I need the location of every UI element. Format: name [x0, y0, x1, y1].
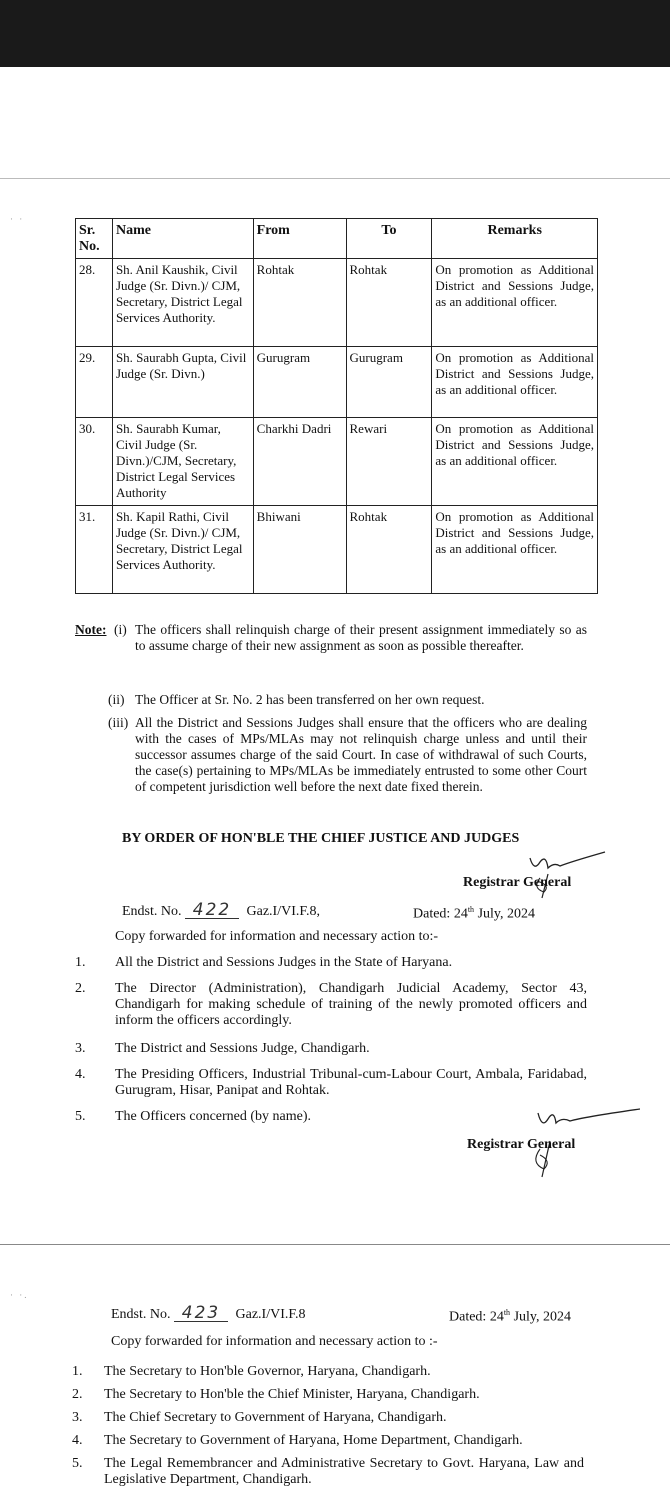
- table-row: [76, 347, 598, 418]
- list-item: The District and Sessions Judge, Chandigarh.: [115, 1041, 370, 1056]
- list-item: The Presiding Officers, Industrial Tribunal-cum-Labour Court, Ambala, Faridabad, Gurugram, Hisar, Panipat and Rohtak.: [115, 1067, 587, 1098]
- row-name: Sh. Anil Kaushik, Civil Judge (Sr. Divn.)/ CJM, Secretary, District Legal Services Authority.: [112, 259, 253, 347]
- header-from: From: [253, 219, 346, 259]
- list-item: The Legal Remembrancer and Administrative Secretary to Govt. Haryana, Law and Legislative Department, Chandigarh.: [104, 1456, 584, 1487]
- header-to: To: [346, 219, 432, 259]
- list-item: The Secretary to Hon'ble Governor, Haryana, Chandigarh.: [104, 1364, 431, 1379]
- row-to: Rewari: [346, 418, 432, 506]
- registrar-general-title-2: Registrar General: [467, 1137, 576, 1152]
- row-sr: 31.: [76, 506, 113, 594]
- row-from: Bhiwani: [253, 506, 346, 594]
- row-from: Charkhi Dadri: [253, 418, 346, 506]
- row-sr: 29.: [76, 347, 113, 418]
- row-remarks: On promotion as Additional District and Sessions Judge, as an additional officer.: [432, 347, 598, 418]
- endst-1-copy-line: Copy forwarded for information and necessary action to:-: [115, 929, 439, 944]
- order-line: BY ORDER OF HON'BLE THE CHIEF JUSTICE AND JUDGES: [122, 831, 520, 846]
- list-item-num: 4.: [75, 1067, 86, 1082]
- list-item-num: 1.: [75, 955, 86, 970]
- table-header-row: [76, 219, 598, 259]
- list-item-num: 4.: [72, 1433, 83, 1448]
- list-item-num: 3.: [72, 1410, 83, 1425]
- endst-2-dated: Dated: 24th July, 2024: [449, 1308, 571, 1325]
- list-item: The Chief Secretary to Government of Haryana, Chandigarh.: [104, 1410, 447, 1425]
- endst-1-dated: Dated: 24th July, 2024: [413, 905, 535, 922]
- endst-2-number: 423: [174, 1305, 228, 1322]
- row-to: Rohtak: [346, 259, 432, 347]
- list-item-num: 1.: [72, 1364, 83, 1379]
- list-item-num: 2.: [75, 981, 86, 996]
- page-divider-top: [0, 178, 670, 179]
- scan-specks: · ·.: [10, 1290, 29, 1300]
- endst-1-number: 422: [185, 902, 239, 919]
- list-item-num: 3.: [75, 1041, 86, 1056]
- note-label: Note:: [75, 622, 107, 637]
- row-name: Sh. Saurabh Kumar, Civil Judge (Sr. Divn.)/CJM, Secretary, District Legal Services Authority: [112, 418, 253, 506]
- top-scan-border: [0, 0, 670, 67]
- table-row: [76, 418, 598, 506]
- row-sr: 30.: [76, 418, 113, 506]
- row-name: Sh. Saurabh Gupta, Civil Judge (Sr. Divn.): [112, 347, 253, 418]
- list-item: The Director (Administration), Chandigarh Judicial Academy, Sector 43, Chandigarh for making schedule of training of the newly promoted officers and inform the officers accordingly.: [115, 981, 587, 1028]
- note-iii-text: All the District and Sessions Judges shall ensure that the officers who are dealing with the cases of MPs/MLAs may not relinquish charge unless and until their successor assumes charge of the said Court. In case of withdrawal of such Courts, the case(s) pertaining to MPs/MLAs be immediately entrusted to some other Court of competent jurisdiction well before the next date fixed therein.: [135, 715, 587, 794]
- row-remarks: On promotion as Additional District and Sessions Judge, as an additional officer.: [432, 506, 598, 594]
- note-i-num: (i): [114, 622, 127, 637]
- table-row: [76, 506, 598, 594]
- note-ii-num: (ii): [108, 692, 125, 707]
- endst-2-line: Endst. No. 423 Gaz.I/VI.F.8: [111, 1303, 306, 1323]
- list-item-num: 5.: [75, 1109, 86, 1124]
- scan-specks: · ·: [10, 214, 25, 224]
- row-sr: 28.: [76, 259, 113, 347]
- row-to: Gurugram: [346, 347, 432, 418]
- row-remarks: On promotion as Additional District and Sessions Judge, as an additional officer.: [432, 259, 598, 347]
- endst-1-line: Endst. No. 422 Gaz.I/VI.F.8,: [122, 900, 321, 920]
- row-to: Rohtak: [346, 506, 432, 594]
- row-from: Rohtak: [253, 259, 346, 347]
- header-sr-no: Sr. No.: [76, 219, 113, 259]
- list-item: The Secretary to Hon'ble the Chief Minister, Haryana, Chandigarh.: [104, 1387, 480, 1402]
- note-ii-text: The Officer at Sr. No. 2 has been transferred on her own request.: [135, 692, 485, 707]
- header-remarks: Remarks: [432, 219, 598, 259]
- registrar-general-title-1: Registrar General: [463, 875, 572, 890]
- list-item: The Officers concerned (by name).: [115, 1109, 312, 1124]
- row-from: Gurugram: [253, 347, 346, 418]
- note-i-text: The officers shall relinquish charge of their present assignment immediately so as to assume charge of their new assignment as soon as possible thereafter.: [135, 622, 587, 653]
- list-item: All the District and Sessions Judges in the State of Haryana.: [115, 955, 453, 970]
- table-row: [76, 259, 598, 347]
- endst-2-copy-line: Copy forwarded for information and necessary action to :-: [111, 1334, 438, 1349]
- list-item-num: 5.: [72, 1456, 83, 1471]
- row-remarks: On promotion as Additional District and Sessions Judge, as an additional officer.: [432, 418, 598, 506]
- list-item: The Secretary to Government of Haryana, Home Department, Chandigarh.: [104, 1433, 523, 1448]
- transfer-table: [75, 218, 598, 594]
- note-iii-num: (iii): [108, 715, 129, 730]
- header-name: Name: [112, 219, 253, 259]
- page-divider-bottom: [0, 1244, 670, 1245]
- row-name: Sh. Kapil Rathi, Civil Judge (Sr. Divn.)/ CJM, Secretary, District Legal Services Authority.: [112, 506, 253, 594]
- list-item-num: 2.: [72, 1387, 83, 1402]
